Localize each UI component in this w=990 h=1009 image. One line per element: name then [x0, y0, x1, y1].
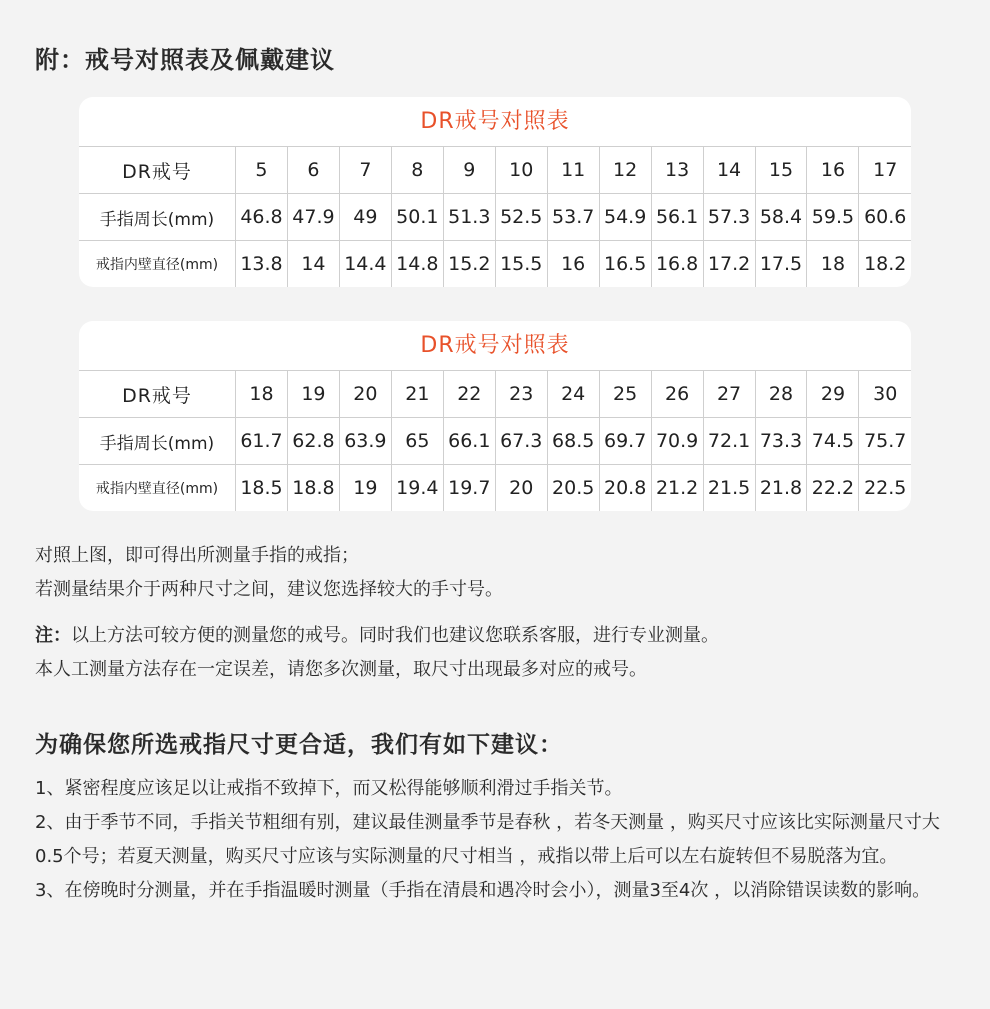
diameter-cell: 19: [339, 465, 391, 512]
diameter-cell: 16: [547, 241, 599, 288]
size-cell: 14: [703, 147, 755, 194]
note-line: [35, 619, 719, 653]
diameter-cell: 17.5: [755, 241, 807, 288]
size-cell: 30: [859, 371, 911, 418]
circumference-cell: 50.1: [391, 194, 443, 241]
circumference-cell: 75.7: [859, 418, 911, 465]
diameter-cell: 14.8: [391, 241, 443, 288]
diameter-cell: 15.2: [443, 241, 495, 288]
note-line: 本人工测量方法存在一定误差，请您多次测量，取尺寸出现最多对应的戒号。: [35, 659, 647, 680]
circumference-cell: 60.6: [859, 194, 911, 241]
circumference-cell: 47.9: [287, 194, 339, 241]
advice-item: 2、由于季节不同，手指关节粗细有别，建议最佳测量季节是春秋 ，若冬天测量 ，购买尺寸应该比实际测量尺寸大0.5个号；若夏天测量，购买尺寸应该与实际测量的尺寸相当 ，戒指以带上后可以左右旋转但不易脱落为宜。: [35, 812, 940, 867]
circumference-row: [79, 418, 911, 465]
diameter-cell: 20.8: [599, 465, 651, 512]
size-cell: 28: [755, 371, 807, 418]
circumference-cell: 69.7: [599, 418, 651, 465]
size-cell: 20: [339, 371, 391, 418]
row-label-circumference: 手指周长(mm): [79, 194, 236, 241]
row-label-diameter: 戒指内壁直径(mm): [79, 465, 236, 512]
diameter-cell: 18.2: [864, 253, 907, 275]
diameter-cell: 14: [287, 241, 339, 288]
circumference-cell: 66.1: [443, 418, 495, 465]
size-chart-table: [79, 147, 911, 287]
circumference-cell: 63.9: [339, 418, 391, 465]
note-label: 注：: [35, 625, 71, 646]
diameter-cell: 18.8: [287, 465, 339, 512]
circumference-cell: 61.7: [236, 418, 288, 465]
size-cell: 27: [703, 371, 755, 418]
size-cell: 5: [236, 147, 288, 194]
diameter-cell: 17.2: [703, 241, 755, 288]
circumference-cell: 49: [339, 194, 391, 241]
size-cell: 29: [807, 371, 859, 418]
diameter-cell: 14.4: [339, 241, 391, 288]
size-row: [79, 147, 911, 194]
size-cell: 25: [599, 371, 651, 418]
size-chart-card-2: [79, 321, 911, 511]
advice-heading: 为确保您所选戒指尺寸更合适，我们有如下建议：: [35, 732, 563, 758]
instructions-line: 若测量结果介于两种尺寸之间，建议您选择较大的手寸号。: [35, 579, 503, 600]
diameter-cell: 22.5: [864, 477, 907, 499]
row-label-size: DR戒号: [79, 371, 236, 418]
diameter-cell: 19.7: [443, 465, 495, 512]
size-cell: 15: [755, 147, 807, 194]
size-cell: 19: [287, 371, 339, 418]
circumference-cell: 54.9: [599, 194, 651, 241]
diameter-cell: 18.5: [236, 465, 288, 512]
circumference-cell: 53.7: [547, 194, 599, 241]
advice-item: 1、紧密程度应该足以让戒指不致掉下，而又松得能够顺利滑过手指关节。: [35, 778, 623, 799]
size-chart-title: DR戒号对照表: [79, 97, 911, 147]
row-label-circumference: 手指周长(mm): [79, 418, 236, 465]
size-chart-title: DR戒号对照表: [79, 321, 911, 371]
size-chart-card-1: [79, 97, 911, 287]
page-heading: 附：戒号对照表及佩戴建议: [35, 46, 335, 74]
circumference-cell: 46.8: [236, 194, 288, 241]
diameter-cell: 22.2: [807, 465, 859, 512]
diameter-cell: 21.8: [755, 465, 807, 512]
size-cell: 9: [443, 147, 495, 194]
diameter-row: [79, 465, 911, 512]
size-cell: 22: [443, 371, 495, 418]
circumference-cell: 62.8: [287, 418, 339, 465]
note-line-text: 以上方法可较方便的测量您的戒号。同时我们也建议您联系客服，进行专业测量。: [71, 625, 719, 646]
circumference-cell: 72.1: [703, 418, 755, 465]
size-cell: 8: [391, 147, 443, 194]
size-cell: 23: [495, 371, 547, 418]
diameter-cell: 21.2: [651, 465, 703, 512]
size-cell: 16: [807, 147, 859, 194]
instructions-line: 对照上图，即可得出所测量手指的戒指；: [35, 545, 359, 566]
size-cell: 24: [547, 371, 599, 418]
circumference-cell: 73.3: [755, 418, 807, 465]
instructions-text: [35, 539, 503, 607]
circumference-cell: 57.3: [703, 194, 755, 241]
circumference-cell: 56.1: [651, 194, 703, 241]
diameter-cell: 19.4: [391, 465, 443, 512]
size-cell: 26: [651, 371, 703, 418]
size-cell: 18: [236, 371, 288, 418]
note-text: [35, 619, 719, 687]
advice-item: 3、在傍晚时分测量，并在手指温暖时测量（手指在清晨和遇冷时会小），测量3至4次 ，以消除错误读数的影响。: [35, 880, 931, 901]
diameter-cell: 20.5: [547, 465, 599, 512]
size-cell: 11: [547, 147, 599, 194]
row-label-size: DR戒号: [79, 147, 236, 194]
diameter-cell: 15.5: [495, 241, 547, 288]
circumference-cell: 67.3: [495, 418, 547, 465]
row-label-diameter: 戒指内壁直径(mm): [79, 241, 236, 288]
size-cell: 7: [339, 147, 391, 194]
diameter-row: [79, 241, 911, 288]
circumference-cell: 68.5: [547, 418, 599, 465]
size-cell: 6: [287, 147, 339, 194]
size-cell: 13: [651, 147, 703, 194]
diameter-cell: 16.8: [651, 241, 703, 288]
circumference-cell: 59.5: [807, 194, 859, 241]
circumference-cell: 70.9: [651, 418, 703, 465]
circumference-cell: 58.4: [755, 194, 807, 241]
diameter-cell: 21.5: [703, 465, 755, 512]
size-cell: 17: [859, 147, 911, 194]
size-cell: 12: [599, 147, 651, 194]
advice-list: [35, 772, 955, 908]
diameter-cell: 20: [495, 465, 547, 512]
size-row: [79, 371, 911, 418]
size-chart-table: [79, 371, 911, 511]
circumference-cell: 51.3: [443, 194, 495, 241]
size-cell: 10: [495, 147, 547, 194]
circumference-cell: 65: [391, 418, 443, 465]
circumference-cell: 52.5: [495, 194, 547, 241]
size-cell: 21: [391, 371, 443, 418]
circumference-cell: 74.5: [807, 418, 859, 465]
diameter-cell: 18: [807, 241, 859, 288]
diameter-cell: 13.8: [236, 241, 288, 288]
circumference-row: [79, 194, 911, 241]
diameter-cell: 16.5: [599, 241, 651, 288]
